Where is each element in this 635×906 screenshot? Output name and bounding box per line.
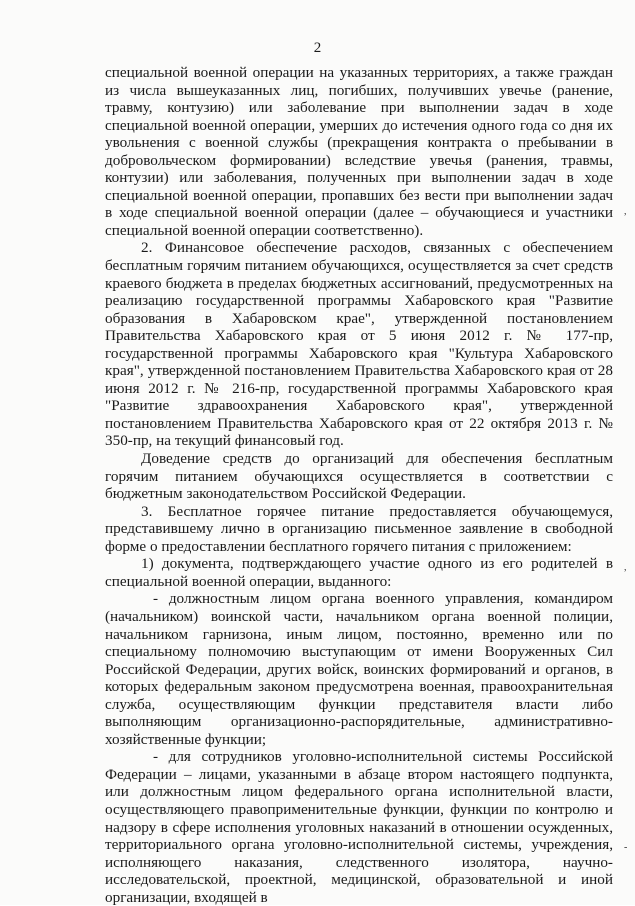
document-body [105,64,613,906]
paragraph-dash-penal-system: - для сотрудников уголовно-исполнительной системы Российской Федерации – лицами, указанными в абзаце втором настоящего подпункта, или должностным лицом федерального органа исполнительной власти, осуществляющего правоприменительные функции, функции по контролю и надзору в сфере исполнения уголовных наказаний в отношении осужденных, территориального органа уголовно-исполнительной системы, учреждения, исполняющего наказания, следственного изолятора, научно-исследовательской, проектной, медицинской, образовательной и иной организации, входящей в [105,748,613,906]
page-number: 2 [313,40,322,56]
paragraph-item-2: 2. Финансовое обеспечение расходов, связанных с обеспечением бесплатным горячим питанием обучающихся, осуществляется за счет средств краевого бюджета в пределах бюджетных ассигнований, предусмотренных на реализацию государственной программы Хабаровского края "Развитие образования в Хабаровском крае", утвержденной постановлением Правительства Хабаровского края от 5 июня 2012 г. № 177-пр, государственной программы Хабаровского края "Культура Хабаровского края", утвержденной постановлением Правительства Хабаровского края от 28 июня 2012 г. № 216-пр, государственной программы Хабаровского края "Развитие здравоохранения Хабаровского края", утвержденной постановлением Правительства Хабаровского края от 22 октября 2013 г. № 350-пр, на текущий финансовый год. [105,239,613,450]
paragraph-continuation: специальной военной операции на указанных территориях, а также граждан из числа вышеуказанных лиц, погибших, получивших увечье (ранение, травму, контузию) или заболевание при выполнении задач в ходе специальной военной операции, умерших до истечения одного года со дня их увольнения с военной службы (прекращения контракта о пребывании в добровольческом формировании) вследствие увечья (ранения, травмы, контузии) или заболевания, полученных при выполнении задач в ходе специальной военной операции, пропавших без вести при выполнении задач в ходе специальной военной операции (далее – обучающиеся и участники специальной военной операции соответственно). [105,64,613,239]
scan-speck: - [624,842,628,853]
paragraph-dash-military: - должностным лицом органа военного управления, командиром (начальником) воинской части, начальником органа военной полиции, начальником гарнизона, иным лицом, постоянно, временно или по специальному полномочию выступающим от имени Вооруженных Сил Российской Федерации, других войск, воинских формирований и органов, в которых федеральным законом предусмотрена военная, правоохранительная служба, осуществляющим функции представителя власти либо выполняющим организационно-распорядительные, административно-хозяйственные функции; [105,590,613,748]
scan-speck: , [624,206,627,217]
paragraph-item-3: 3. Бесплатное горячее питание предоставляется обучающемуся, представившему лично в организацию письменное заявление в свободной форме о предоставлении бесплатного горячего питания с приложением: [105,502,613,555]
scan-speck: , [624,562,627,573]
paragraph-funds-transfer: Доведение средств до организаций для обеспечения бесплатным горячим питанием обучающихся осуществляется в соответствии с бюджетным законодательством Российской Федерации. [105,450,613,503]
paragraph-subitem-1: 1) документа, подтверждающего участие одного из его родителей в специальной военной операции, выданного: [105,555,613,590]
